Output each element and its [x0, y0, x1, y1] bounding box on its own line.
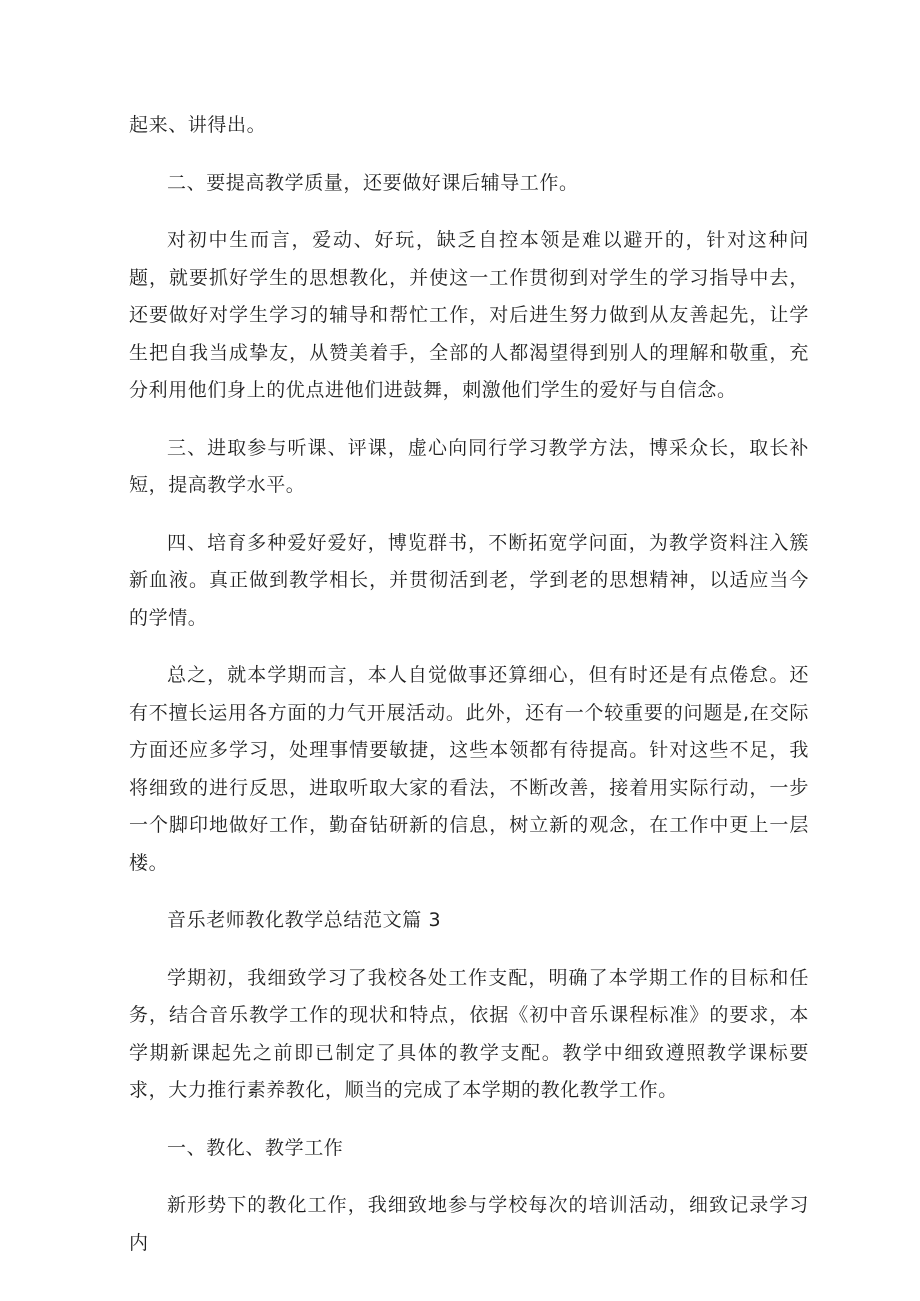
article-title: 音乐老师教化教学总结范文篇 3 [167, 909, 442, 931]
section-heading-one: 一、教化、教学工作 [167, 1136, 344, 1159]
paragraph-student-guidance: 对初中生而言，爱动、好玩，缺乏自控本领是难以避开的，针对这种问题，就要抓好学生的思想教化，并使这一工作贯彻到对学生的学习指导中去，还要做好对学生学习的辅导和帮忙工作，对后进生努力做到从友善起先，让学生把自我当成挚友，从赞美着手，全部的人都渴望得到别人的理解和敬重，充分利用他们身上的优点进他们进鼓舞，刺激他们学生的爱好与自信念。 [129, 229, 809, 401]
paragraph-training: 新形势下的教化工作，我细致地参与学校每次的培训活动，细致记录学习内 [129, 1194, 809, 1254]
section-heading-three: 三、进取参与听课、评课，虚心向同行学习教学方法，博采众长，取长补短，提高教学水平。 [129, 436, 809, 496]
paragraph-continuation: 起来、讲得出。 [129, 114, 267, 136]
section-heading-two: 二、要提高教学质量，还要做好课后辅导工作。 [167, 171, 579, 194]
paragraph-summary: 总之，就本学期而言，本人自觉做事还算细心，但有时还是有点倦怠。还有不擅长运用各方面的力气开展活动。此外，还有一个较重要的问题是,在交际方面还应多学习，处理事情要敏捷，这些本领都有待提高。针对这些不足，我将细致的进行反思，进取听取大家的看法，不断改善，接着用实际行动，一步一个脚印地做好工作，勤奋钻研新的信息，树立新的观念，在工作中更上一层楼。 [129, 664, 809, 874]
section-heading-four: 四、培育多种爱好爱好，博览群书，不断拓宽学问面，为教学资料注入簇新血液。真正做到教学相长，并贯彻活到老，学到老的思想精神，以适应当今的学情。 [129, 531, 809, 629]
paragraph-semester-intro: 学期初，我细致学习了我校各处工作支配，明确了本学期工作的目标和任务，结合音乐教学工作的现状和特点，依据《初中音乐课程标准》的要求，本学期新课起先之前即已制定了具体的教学支配。教学中细致遵照教学课标要求，大力推行素养教化，顺当的完成了本学期的教化教学工作。 [129, 966, 809, 1101]
document-body [129, 107, 809, 1282]
